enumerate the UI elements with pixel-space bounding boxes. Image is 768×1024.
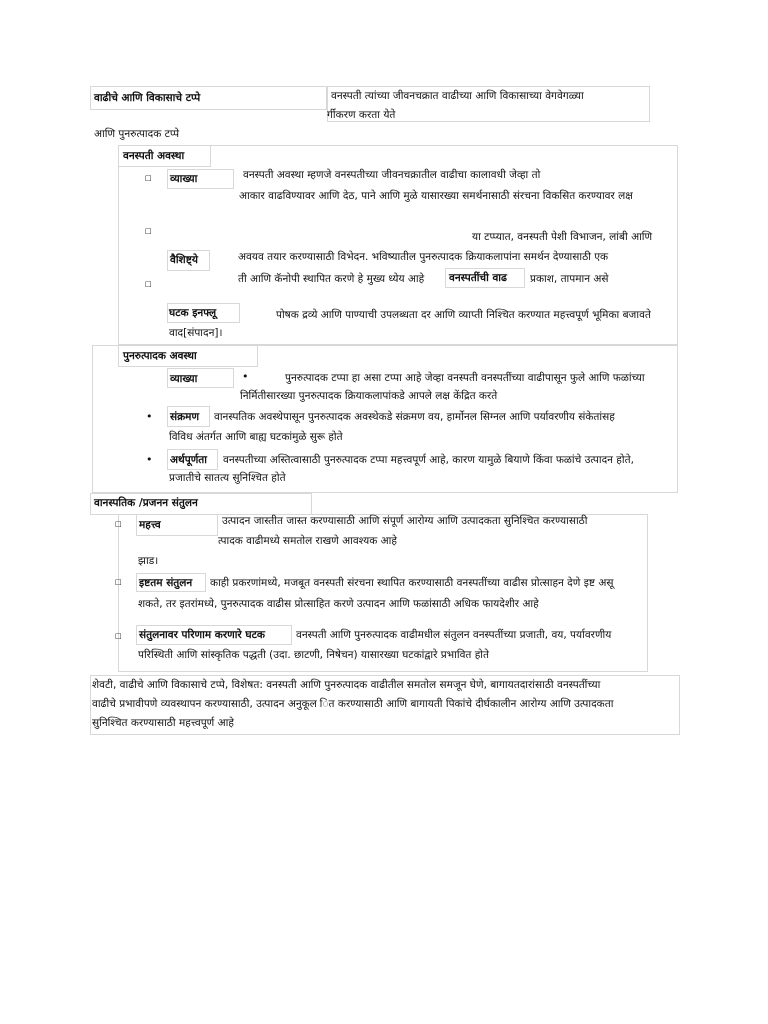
rep-significance-line-1: वनस्पतीच्या अस्तित्वासाठी पुनरुत्पादक टप्पा महत्त्वपूर्ण आहे, कारण यामुळे बियाणे किंवा फळांचे उत्पादन होते, — [223, 454, 634, 466]
veg-growth-label: वनस्पतींची वाढ — [449, 272, 507, 284]
checkbox-icon: ☐ — [145, 171, 152, 184]
veg-growth-tail: प्रकाश, तापमान असे — [530, 273, 609, 285]
veg-features-line-2: ती आणि कॅनोपी स्थापित करणे हे मुख्य ध्येय आहे — [238, 273, 425, 285]
vegetative-heading: वनस्पती अवस्था — [123, 150, 185, 162]
veg-features-line-1: अवयव तयार करण्यासाठी विभेदन. भविष्यातील पुनरुत्पादक क्रियाकलापांना समर्थन देण्यासाठी एक — [238, 251, 609, 263]
veg-factors-line-2: वाद[संपादन]। — [169, 327, 223, 339]
veg-features-label: वैशिष्ट्ये — [170, 254, 198, 266]
bal-importance-line-3: झाड। — [138, 555, 159, 567]
conclusion-line-3: सुनिश्चित करण्यासाठी महत्त्वपूर्ण आहे — [92, 717, 234, 729]
checkbox-icon: ☐ — [115, 517, 122, 530]
bal-importance-line-2: त्पादक वाढीमध्ये समतोल राखणे आवश्यक आहे — [218, 535, 397, 547]
rep-definition-line-1: पुनरुत्पादक टप्पा हा असा टप्पा आहे जेव्हा वनस्पती वनस्पतींच्या वाढीपासून फुले आणि फळांच्या — [285, 372, 645, 384]
conclusion-line-2: वाढीचे प्रभावीपणे व्यवस्थापन करण्यासाठी, उत्पादन अनुकूल ित करण्यासाठी आणि बागायती पिकांचे दीर्घकालीन आरोग्य आणि उत्पादकता — [92, 698, 614, 710]
intro-text-line-2: र्गीकरण करता येते — [327, 109, 396, 121]
bullet-icon: • — [242, 370, 249, 383]
intro-text-line-1: वनस्पती त्यांच्या जीवनचक्रात वाढीच्या आणि विकासाच्या वेगवेगळ्या — [331, 90, 584, 102]
reproductive-heading: पुनरुत्पादक अवस्था — [123, 350, 197, 362]
rep-significance-label: अर्थपूर्णता — [170, 454, 207, 466]
veg-factors-label: घटक इनफ्लू — [169, 307, 217, 319]
bal-influence-line-1: वनस्पती आणि पुनरुत्पादक वाढीमधील संतुलन वनस्पतींच्या प्रजाती, वय, पर्यावरणीय — [296, 629, 612, 641]
bullet-icon: • — [146, 453, 153, 466]
rep-transition-line-2: विविध अंतर्गत आणि बाह्य घटकांमुळे सुरू होते — [169, 431, 343, 443]
rep-significance-line-2: प्रजातीचे सातत्य सुनिश्चित होते — [169, 472, 286, 484]
bal-optimal-line-1: काही प्रकरणांमध्ये, मजबूत वनस्पती संरचना स्थापित करण्यासाठी वनस्पतींच्या वाढीस प्रोत्साहन देणे इष्ट असू — [210, 577, 614, 589]
checkbox-icon: ☐ — [115, 575, 122, 588]
veg-definition-line-1: वनस्पती अवस्था म्हणजे वनस्पतीच्या जीवनचक्रातील वाढीचा कालावधी जेव्हा तो — [243, 169, 541, 181]
veg-definition-label: व्याख्या — [170, 173, 198, 185]
bal-influence-label: संतुलनावर परिणाम करणारे घटक — [139, 629, 265, 641]
rep-transition-line-1: वानस्पतिक अवस्थेपासून पुनरुत्पादक अवस्थेकडे संक्रमण वय, हार्मोनल सिग्नल आणि पर्यावरणीय संकेतांसह — [214, 411, 615, 423]
page-title: वाढीचे आणि विकासाचे टप्पे — [94, 92, 201, 104]
intro-continuation: आणि पुनरुत्पादक टप्पे — [94, 128, 180, 140]
checkbox-icon: ☐ — [145, 277, 152, 290]
bal-influence-line-2: परिस्थिती आणि सांस्कृतिक पद्धती (उदा. छाटणी, निषेचन) यासारख्या घटकांद्वारे प्रभावित होते — [138, 649, 490, 661]
bal-importance-label: महत्त्व — [139, 519, 161, 531]
bal-optimal-line-2: शकते, तर इतरांमध्ये, पुनरुत्पादक वाढीस प्रोत्साहित करणे उत्पादन आणि फळांसाठी अधिक फायदेशीर आहे — [138, 598, 539, 610]
checkbox-icon: ☐ — [115, 629, 122, 642]
bullet-icon: • — [146, 410, 153, 423]
bal-importance-line-1: उत्पादन जास्तीत जास्त करण्यासाठी आणि संपूर्ण आरोग्य आणि उत्पादकता सुनिश्चित करण्यासाठी — [222, 515, 588, 527]
veg-definition-line-2: आकार वाढविण्यावर आणि देठ, पाने आणि मुळे यासारख्या समर्थनासाठी संरचना विकसित करण्यावर लक्ष — [239, 190, 633, 202]
checkbox-icon: ☐ — [145, 224, 152, 237]
rep-transition-label: संक्रमण — [170, 411, 200, 423]
veg-factors-line-1: पोषक द्रव्ये आणि पाण्याची उपलब्धता दर आणि व्याप्ती निश्चित करण्यात महत्त्वपूर्ण भूमिका बजावते — [276, 309, 651, 321]
rep-definition-label: व्याख्या — [170, 373, 198, 385]
balance-heading: वानस्पतिक /प्रजनन संतुलन — [94, 497, 198, 509]
bal-optimal-label: इष्टतम संतुलन — [139, 577, 193, 589]
conclusion-line-1: शेवटी, वाढीचे आणि विकासाचे टप्पे, विशेषत: वनस्पती आणि पुनरुत्पादक वाढीतील समतोल समजून घेणे, बागायतदारांसाठी वनस्पतींच्या — [92, 679, 601, 691]
veg-features-line-0: या टप्प्यात, वनस्पती पेशी विभाजन, लांबी आणि — [472, 231, 653, 243]
rep-definition-line-2: निर्मितीसारख्या पुनरुत्पादक क्रियाकलापांकडे आपले लक्ष केंद्रित करते — [240, 390, 498, 402]
